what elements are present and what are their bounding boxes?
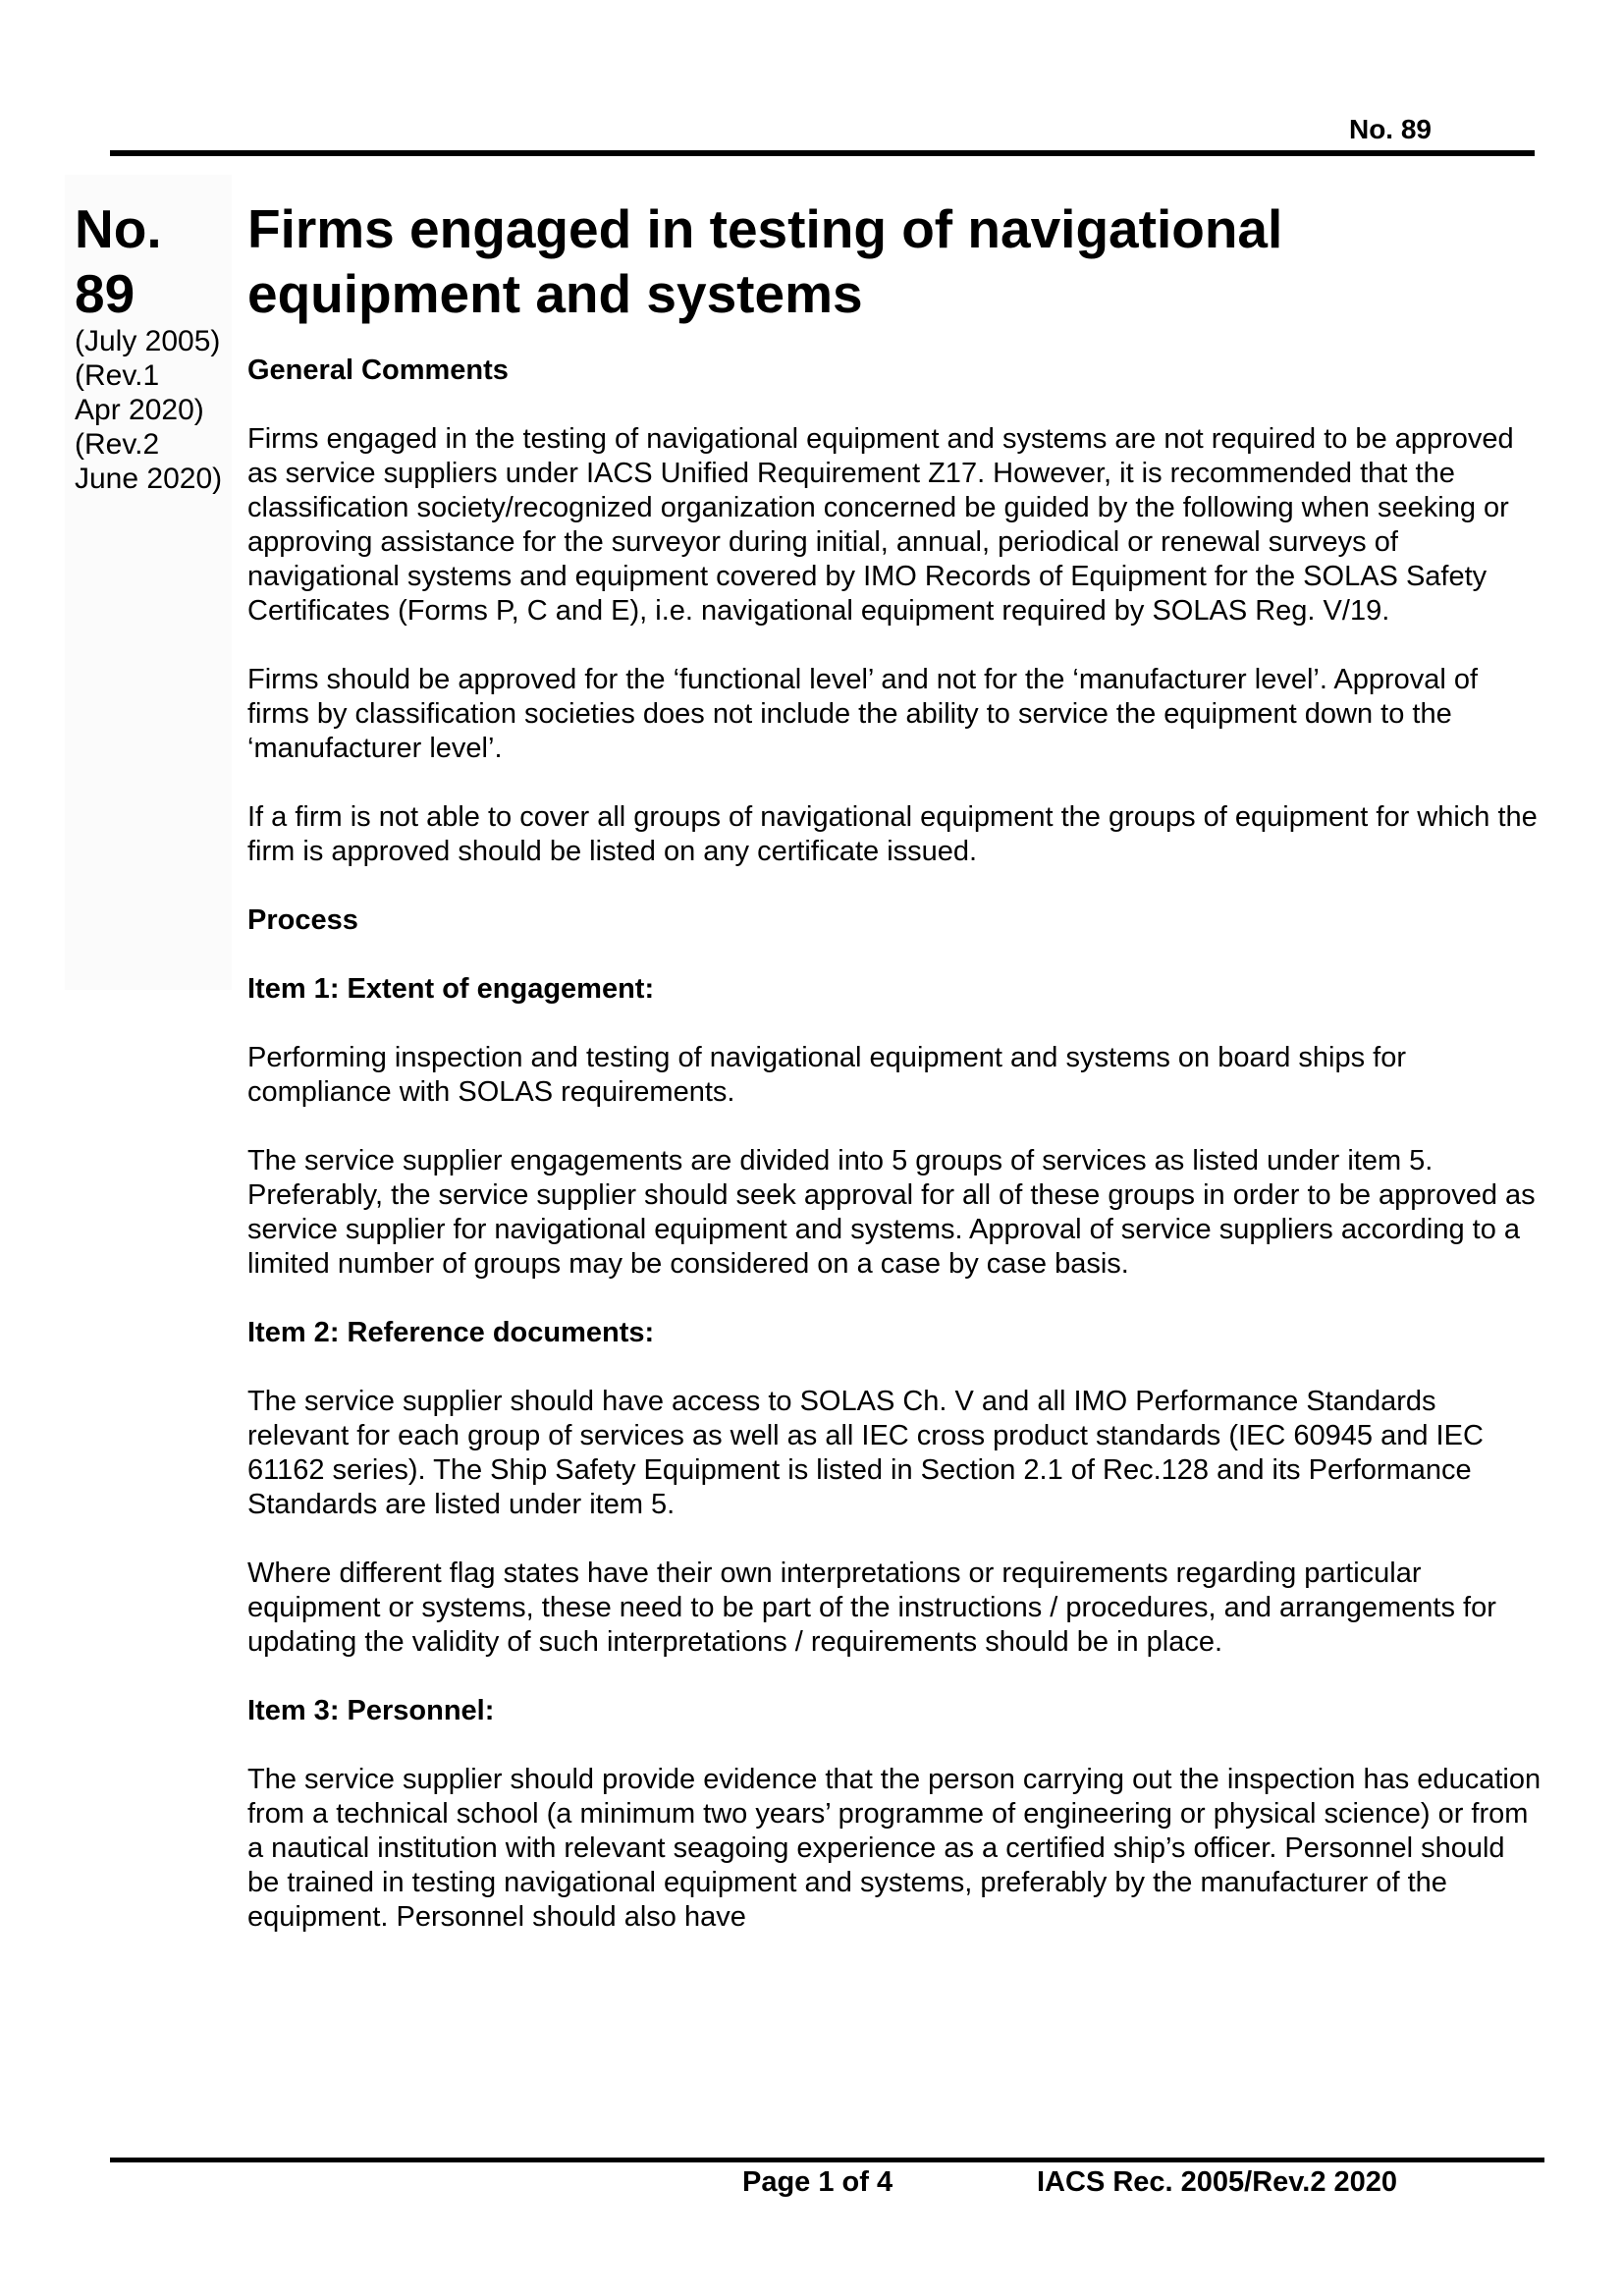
sidebar-document-number <box>75 196 232 326</box>
document-title: Firms engaged in testing of navigational equipment and systems <box>247 198 1283 324</box>
header-rule <box>110 150 1535 156</box>
footer-page-number: Page 1 of 4 <box>742 2166 893 2198</box>
paragraph-general-1: Firms engaged in the testing of navigational equipment and systems are not required to be approved as service suppliers under IACS Unified Requirement Z17. However, it is recommended that the classification society/recognized organization concerned be guided by the following when seeking or approving assistance for the surveyor during initial, annual, periodical or renewal surveys of navigational systems and equipment covered by IMO Records of Equipment for the SOLAS Safety Certificates (Forms P, C and E), i.e. navigational equipment required by SOLAS Reg. V/19. <box>247 423 1514 627</box>
paragraph-item-2-b: Where different flag states have their own interpretations or requirements regarding particular equipment or systems, these need to be part of the instructions / procedures, and arrangements for updating the validity of such interpretations / requirements should be in place. <box>247 1558 1496 1658</box>
paragraph-item-2-a: The service supplier should have access to SOLAS Ch. V and all IMO Performance Standards relevant for each group of services as well as all IEC cross product standards (IEC 60945 and IEC 61162 series). The Ship Safety Equipment is listed in Section 2.1 of Rec.128 and its Performance Standards are listed under item 5. <box>247 1386 1484 1520</box>
paragraph-item-3-a: The service supplier should provide evidence that the person carrying out the inspection has education from a technical school (a minimum two years’ programme of engineering or physical science) or from a nautical institution with relevant seagoing experience as a certified ship’s officer. Personnel should be trained in testing navigational equipment and systems, preferably by the manufacturer of the equipment. Personnel should also have <box>247 1764 1542 1933</box>
header-document-number: No. 89 <box>1348 114 1432 144</box>
footer-rule <box>110 2158 1544 2162</box>
footer-document-reference: IACS Rec. 2005/Rev.2 2020 <box>1037 2166 1398 2198</box>
heading-item-2: Item 2: Reference documents: <box>247 1317 655 1348</box>
paragraph-general-2: Firms should be approved for the ‘functional level’ and not for the ‘manufacturer level’. Approval of firms by classification societies does not include the ability to service the equipment down to the ‘manufacturer level’. <box>247 664 1479 764</box>
heading-item-1: Item 1: Extent of engagement: <box>247 973 655 1005</box>
document-body <box>247 196 1543 1969</box>
sidebar-revision-history <box>75 324 242 496</box>
revision-line: (Rev.1 <box>75 359 160 392</box>
paragraph-item-1-a: Performing inspection and testing of navigational equipment and systems on board ships for compliance with SOLAS requirements. <box>247 1042 1407 1108</box>
sidebar-number-value: 89 <box>75 263 135 324</box>
sidebar-number-label: No. <box>75 198 162 259</box>
heading-process: Process <box>247 904 358 936</box>
revision-line: (Rev.2 <box>75 428 160 461</box>
revision-line: June 2020) <box>75 463 223 495</box>
heading-general-comments: General Comments <box>247 355 509 386</box>
paragraph-item-1-b: The service supplier engagements are divided into 5 groups of services as listed under item 5. Preferably, the service supplier should seek approval for all of these groups in order to be approved as service supplier for navigational equipment and systems. Approval of service suppliers according to a limited number of groups may be considered on a case by case basis. <box>247 1145 1536 1280</box>
paragraph-general-3: If a firm is not able to cover all groups of navigational equipment the groups of equipment for which the firm is approved should be listed on any certificate issued. <box>247 801 1538 867</box>
revision-line: (July 2005) <box>75 325 221 357</box>
heading-item-3: Item 3: Personnel: <box>247 1695 495 1726</box>
revision-line: Apr 2020) <box>75 394 204 426</box>
